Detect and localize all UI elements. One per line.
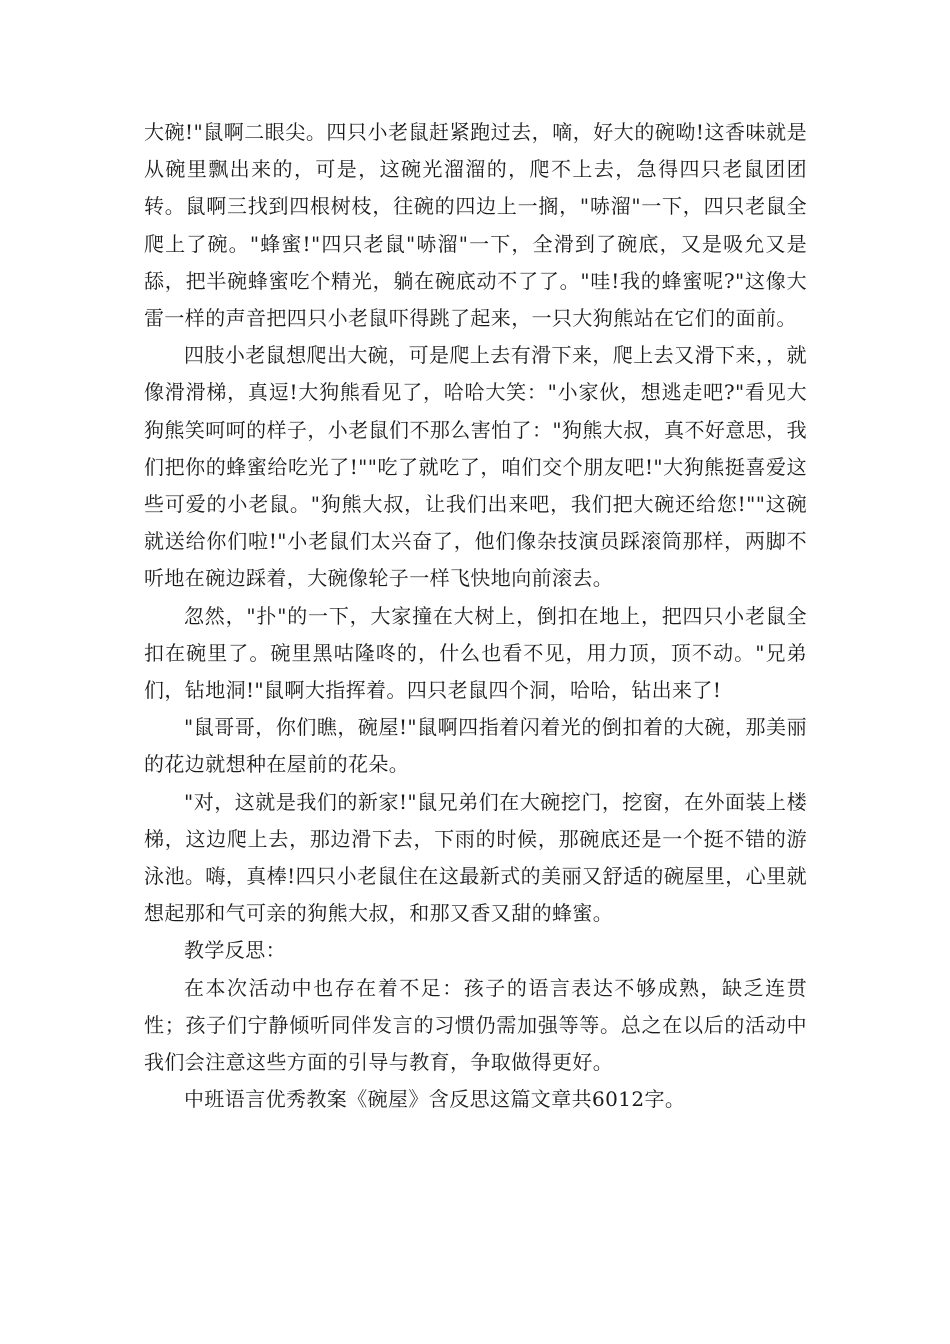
paragraph-story-1: 大碗!"鼠啊二眼尖。四只小老鼠赶紧跑过去，嘀，好大的碗呦!这香味就是从碗里飘出来的，可是，这碗光溜溜的，爬不上去，急得四只老鼠团团转。鼠啊三找到四根树枝，往碗的四边上一搁，"哧溜"一下，四只老鼠全爬上了碗。"蜂蜜!"四只老鼠"哧溜"一下，全滑到了碗底，又是吸允又是舔，把半碗蜂蜜吃个精光，躺在碗底动不了了。"哇!我的蜂蜜呢?"这像大雷一样的声音把四只小老鼠吓得跳了起来，一只大狗熊站在它们的面前。	[144, 120, 807, 331]
paragraph-reflection: 在本次活动中也存在着不足：孩子的语言表达不够成熟，缺乏连贯性；孩子们宁静倾听同伴发言的习惯仍需加强等等。总之在以后的活动中我们会注意这些方面的引导与教育，争取做得更好。	[144, 975, 807, 1075]
paragraph-story-2: 四肢小老鼠想爬出大碗，可是爬上去有滑下来，爬上去又滑下来，，就像滑滑梯，真逗!大狗熊看见了，哈哈大笑："小家伙，想逃走吧?"看见大狗熊笑呵呵的样子，小老鼠们不那么害怕了："狗熊大叔，真不好意思，我们把你的蜂蜜给吃光了!""吃了就吃了，咱们交个朋友吧!"大狗熊挺喜爱这些可爱的小老鼠。"狗熊大叔，让我们出来吧，我们把大碗还给您!""这碗就送给你们啦!"小老鼠们太兴奋了，他们像杂技演员踩滚筒那样，两脚不听地在碗边踩着，大碗像轮子一样飞快地向前滚去。	[144, 343, 807, 591]
paragraph-article-footer: 中班语言优秀教案《碗屋》含反思这篇文章共6012字。	[184, 1087, 686, 1112]
paragraph-story-5: "对，这就是我们的新家!"鼠兄弟们在大碗挖门，挖窗，在外面装上楼梯，这边爬上去，那边滑下去，下雨的时候，那碗底还是一个挺不错的游泳池。嗨，真棒!四只小老鼠住在这最新式的美丽又舒适的碗屋里，心里就想起那和气可亲的狗熊大叔，和那又香又甜的蜂蜜。	[144, 789, 807, 926]
section-heading-reflection: 教学反思：	[184, 938, 286, 963]
paragraph-story-3: 忽然，"扑"的一下，大家撞在大树上，倒扣在地上，把四只小老鼠全扣在碗里了。碗里黑咕隆咚的，什么也看不见，用力顶，顶不动。"兄弟们，钻地洞!"鼠啊大指挥着。四只老鼠四个洞，哈哈，钻出来了!	[144, 603, 807, 703]
paragraph-story-4: "鼠哥哥，你们瞧，碗屋!"鼠啊四指着闪着光的倒扣着的大碗，那美丽的花边就想种在屋前的花朵。	[144, 715, 807, 777]
document-page	[144, 114, 807, 1118]
